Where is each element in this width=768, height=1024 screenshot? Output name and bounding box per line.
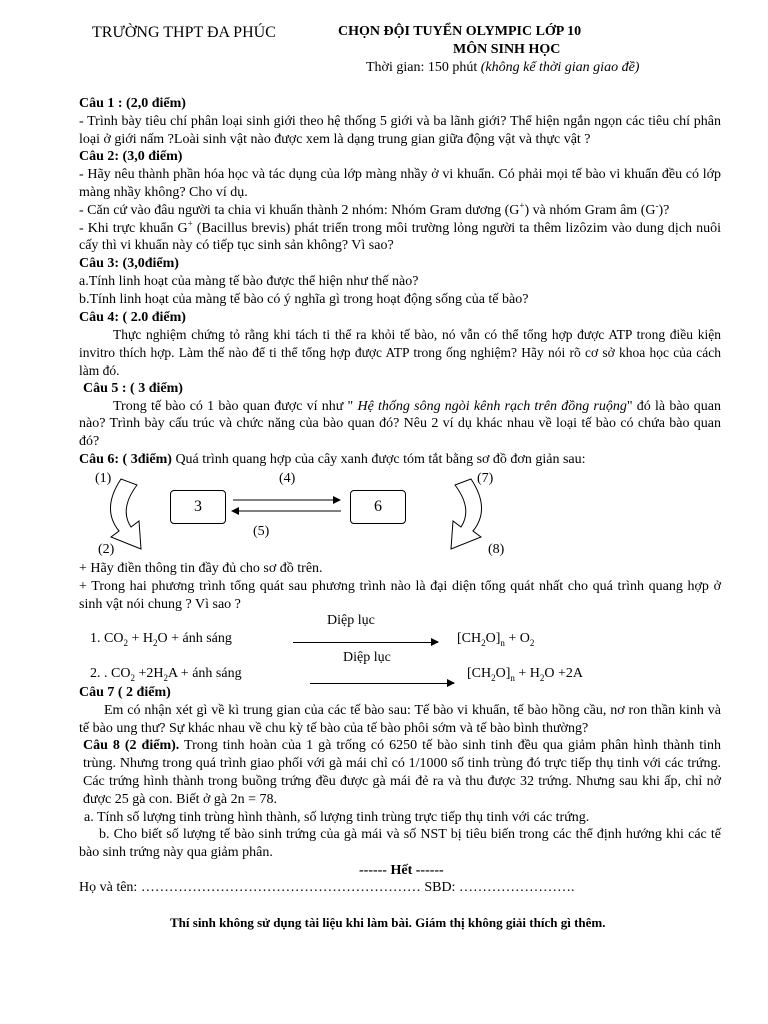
box-3: 3 — [170, 490, 226, 524]
eq2-right: $[CH_2O]_n + H_2O +2A$ — [467, 666, 584, 683]
time-label: Thời gian: 150 phút — [366, 60, 478, 75]
label-5: (5) — [253, 524, 270, 539]
q2-heading: Câu 2: (3,0 điểm) — [79, 149, 183, 165]
eq2-catalyst: Diệp lục — [343, 650, 391, 665]
arrow-4-head — [333, 496, 341, 504]
q5-heading: Câu 5 : ( 3 điểm) — [83, 380, 183, 396]
q3-heading: Câu 3: (3,0điểm) — [79, 256, 179, 272]
q5-text: Trong tế bào có 1 bào quan được ví như " Hệ thống sông ngòi kênh rạch trên đồng ruộng" đó là bào quan nào? Trình bày cấu trúc và chức năng của bào quan đó? Nêu 2 ví dụ khác nhau về loại tế bào có chứa bào quan đó? — [79, 398, 721, 450]
q6-task2: + Trong hai phương trình tổng quát sau phương trình nào là đại diện tổng quát nhất cho quá trình quang hợp ở sinh vật nói chung ? Vì sao ? — [79, 578, 721, 612]
q6-task1: + Hãy điền thông tin đầy đủ cho sơ đồ trên. — [79, 561, 323, 576]
label-8: (8) — [488, 542, 505, 557]
q1-heading: Câu 1 : (2,0 điểm) — [79, 96, 186, 111]
school-name: TRƯỜNG THPT ĐA PHÚC — [92, 24, 276, 41]
candidate-info: Họ và tên: …………………………………………………… SBD: ……………………. — [79, 880, 575, 895]
q8-heading: Câu 8 (2 điểm). — [83, 738, 180, 754]
q4-heading: Câu 4: ( 2.0 điểm) — [79, 309, 186, 325]
end-marker: ------ Hết ------ — [359, 863, 444, 878]
time-note: (không kể thời gian giao đề) — [480, 60, 640, 75]
left-curved-arrow — [110, 479, 141, 549]
exam-time — [366, 60, 639, 76]
q8-a: a. Tính số lượng tinh trùng hình thành, số lượng tinh trùng trực tiếp thụ tinh với các trứng. — [84, 809, 590, 825]
label-4: (4) — [279, 471, 296, 486]
eq1-arrow — [293, 642, 438, 643]
label-7: (7) — [477, 471, 494, 486]
arrow-5-head — [231, 507, 239, 515]
box-6: 6 — [350, 490, 406, 524]
q2-line3: - Khi trực khuẩn G+ (Bacillus brevis) phát triển trong môi trường lỏng người ta thêm lizôzim vào dung dịch nuôi cấy thì vi khuẩn này có tiếp tục sinh sản không? Vì sao? — [79, 217, 721, 254]
right-curved-arrow — [451, 479, 482, 549]
questions-part-1 — [79, 95, 721, 469]
photosynthesis-diagram — [79, 469, 721, 561]
q4-text: Thực nghiệm chứng tỏ rằng khi tách ti thể ra khỏi tế bào, nó vẫn có thể tổng hợp được ATP trong điều kiện invitro thích hợp. Làm thế nào để ti thể tổng hợp được ATP trong ống nghiệm? Hãy nói rõ cơ sở khoa học của cách làm đó. — [79, 327, 721, 378]
q3-a: a.Tính linh hoạt của màng tế bào được thể hiện như thế nào? — [79, 273, 419, 289]
q2-line2: - Căn cứ vào đâu người ta chia vi khuẩn thành 2 nhóm: Nhóm Gram dương (G+) và nhóm Gram âm (G-)? — [79, 200, 670, 218]
q6-tasks — [79, 560, 721, 613]
q7-text: Em có nhận xét gì về kì trung gian của các tế bào sau: Tế bào vi khuẩn, tế bào hồng cầu, nơ ron thần kinh và tế bào ung thư? Sự khác nhau về chu kỳ tế bào của tế bào phôi sớm và tế bào bình thường? — [79, 702, 721, 736]
label-2: (2) — [98, 542, 115, 557]
q8-b: b. Cho biết số lượng tế bào sinh trứng của gà mái và số NST bị tiêu biến trong các thể định hướng khi các tế bào sinh trứng này qua giảm phân. — [79, 827, 721, 861]
questions-part-2 — [79, 684, 721, 862]
eq1-right: $[CH_2O]_n + O_2$ — [457, 631, 535, 648]
eq2-left: 2. . $CO_2 +2H_2A$ + ánh sáng — [90, 666, 242, 683]
q2-line1: - Hãy nêu thành phần hóa học và tác dụng của lớp màng nhầy ở vi khuẩn. Có phải mọi tế bào vi khuẩn đều có lớp màng nhầy không? Cho ví dụ. — [79, 167, 721, 200]
q1-text: - Trình bày tiêu chí phân loại sinh giới theo hệ thống 5 giới và ba lãnh giới? Thể hiện ngắn ngọn các tiêu chí phân loại ở giới nấm ?Loài sinh vật nào được xem là dạng trung gian giữa động vật và thực vật ? — [79, 113, 721, 147]
q6-intro-line: Câu 6: ( 3điểm) Quá trình quang hợp của cây xanh được tóm tắt bằng sơ đồ đơn giản sau: — [79, 451, 586, 467]
eq1-catalyst: Diệp lục — [327, 613, 375, 628]
q3-b: b.Tính linh hoạt của màng tế bào có ý nghĩa gì trong hoạt động sống của tế bào? — [79, 291, 529, 307]
exam-note: Thí sinh không sử dụng tài liệu khi làm bài. Giám thị không giải thích gì thêm. — [170, 915, 606, 930]
q6-heading: Câu 6: ( 3điểm) — [79, 451, 172, 467]
q7-heading: Câu 7 ( 2 điểm) — [79, 685, 171, 700]
q8-text: Câu 8 (2 điểm). Trong tinh hoàn của 1 gà trống có 6250 tế bào sinh tinh đều qua giảm phân hình thành tinh trùng. Nhưng trong quá trình giao phối với gà mái chỉ có 1/1000 số tinh trùng đó trực tiếp thụ tinh với các trứng. Các trứng hình thành trong buồng trứng đều được gà mái đẻ ra và thu được 32 trứng. Nhưng sau khi ấp, chỉ nở được 25 gà con. Biết ở gà 2n = 78. — [83, 738, 721, 807]
label-1: (1) — [95, 471, 112, 486]
eq1-left: 1. $CO_2 + H_2O$ + ánh sáng — [90, 631, 232, 648]
exam-title: CHỌN ĐỘI TUYỂN OLYMPIC LỚP 10 — [338, 24, 582, 39]
exam-subject: MÔN SINH HỌC — [453, 42, 561, 57]
